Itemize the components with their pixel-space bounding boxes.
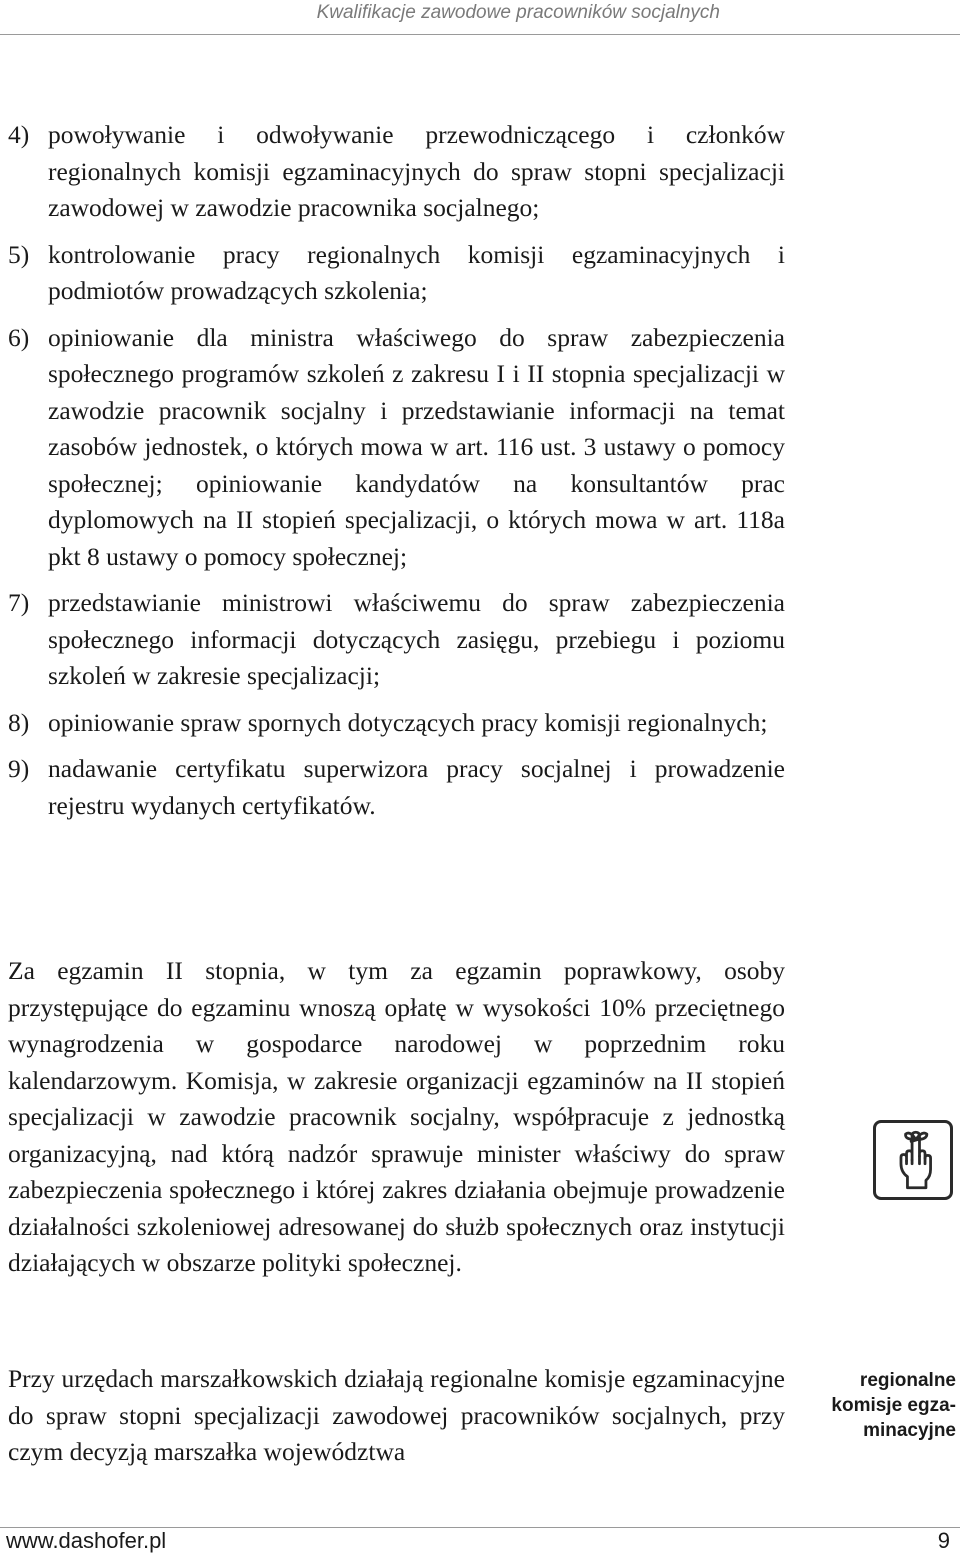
list-item-number: 4) [8, 120, 30, 149]
page-number: 9 [937, 1528, 950, 1553]
responsibilities-list [8, 117, 785, 834]
paragraph-exam-fee: Za egzamin II stopnia, w tym za egzamin poprawkowy, osoby przystępujące do egzaminu wnoszą opłatę w wysokości 10% przeciętnego wynagrodzenia w gospodarce narodowej w poprzednim roku kalendarzowym. Komisja, w zakresie organizacji egzaminów na II stopień specjalizacji w zawodzie pracownik socjalny, współpracuje z jednostką organizacyjną, nad którą nadzór sprawuje minister właściwy do spraw zabezpieczenia społecznego i której zakres działania obejmuje prowadzenie działalności szkoleniowej adresowanej do służb społecznych oraz instytucji działających w obszarze polityki społecznej. [8, 956, 785, 1277]
finger-with-string-reminder-icon [873, 1120, 953, 1200]
list-item-text: nadawanie certyfikatu superwizora pracy socjalnej i prowadzenie rejestru wydanych certyfikatów. [48, 754, 785, 820]
list-item-text: powoływanie i odwoływanie przewodniczącego i członków regionalnych komisji egzaminacyjnych do spraw stopni specjalizacji zawodowej w zawodzie pracownika socjalnego; [48, 120, 785, 222]
list-item-text: opiniowanie dla ministra właściwego do spraw zabezpieczenia społecznego programów szkoleń z zakresu I i II stopnia specjalizacji w zawodzie pracownik socjalny i przedstawianie informacji na temat zasobów jednostek, o których mowa w art. 116 ust. 3 ustawy o pomocy społecznej; opiniowanie kandydatów na konsultantów prac dyplomowych na II stopień specjalizacji, o których mowa w art. 118a pkt 8 ustawy o pomocy społecznej; [48, 322, 785, 571]
list-item [8, 237, 785, 310]
list-item-text: opiniowanie spraw spornych dotyczących pracy komisji regionalnych; [48, 707, 768, 737]
list-item-number: 9) [8, 754, 30, 783]
running-header-title: Kwalifikacje zawodowe pracowników socjalnych [316, 2, 720, 23]
margin-note: regionalne komisje egzaminacyjne [831, 1370, 956, 1441]
list-item [8, 585, 785, 695]
list-item [8, 751, 785, 824]
list-item [8, 320, 785, 576]
running-header [0, 0, 960, 35]
footer-url: www.dashofer.pl [6, 1528, 167, 1553]
list-item-number: 6) [8, 322, 30, 352]
list-item-text: kontrolowanie pracy regionalnych komisji egzaminacyjnych i podmiotów prowadzących szkolenia; [48, 239, 785, 305]
list-item-number: 8) [8, 707, 30, 737]
list-item [8, 117, 785, 227]
paragraph-regional-commissions: Przy urzędach marszałkowskich działają regionalne komisje egzaminacyjne do spraw stopni specjalizacji zawodowej pracowników socjalnych, przy czym decyzją marszałka województwa [8, 1364, 785, 1466]
list-item-number: 5) [8, 239, 30, 269]
list-item-text: przedstawianie ministrowi właściwemu do spraw zabezpieczenia społecznego informacji dotyczących zasięgu, przebiegu i poziomu szkoleń w zakresie specjalizacji; [48, 588, 785, 690]
list-item [8, 705, 785, 742]
list-item-number: 7) [8, 588, 30, 617]
